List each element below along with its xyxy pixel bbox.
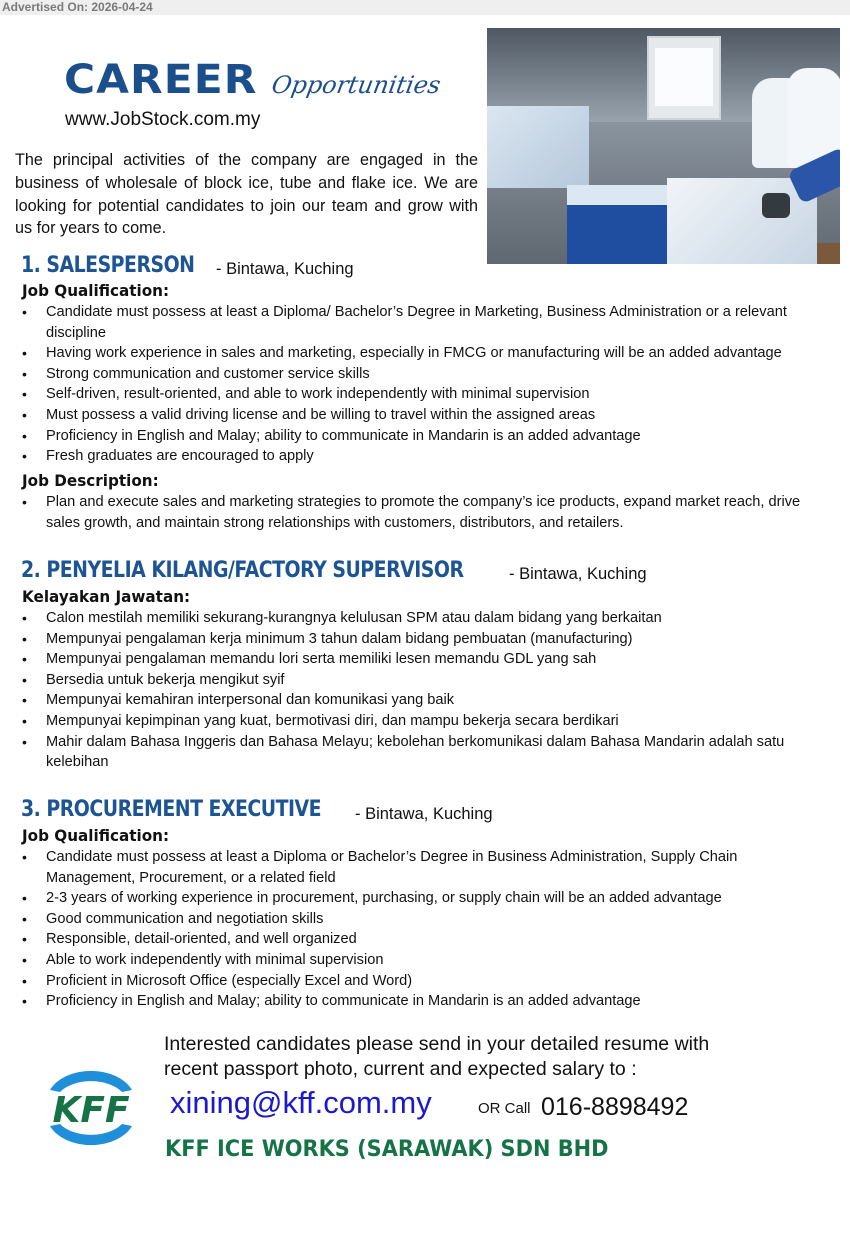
company-intro: The principal activities of the company are engaged in the business of wholesale of block ice, tube and flake ice. We are looking for potential candidates to join our team and grow with us for years to come. <box>15 151 478 238</box>
list-item: • Calon mestilah memiliki sekurang-kurangnya kelulusan SPM atau dalam bidang yang berkaitan <box>20 608 810 629</box>
list-item: • Mempunyai pengalaman memandu lori serta memiliki lesen memandu GDL yang sah <box>20 649 810 670</box>
job-title-factory-supervisor: 2. PENYELIA KILANG/FACTORY SUPERVISOR <box>21 558 464 583</box>
opportunities-script: Opportunities <box>269 71 443 99</box>
list-item: • Having work experience in sales and marketing, especially in FMCG or manufacturing will be an added advantage <box>20 343 845 364</box>
advertised-bar <box>0 0 850 15</box>
qualification-heading: Kelayakan Jawatan: <box>22 587 191 606</box>
list-item: • Mempunyai kepimpinan yang kuat, bermotivasi diri, dan mampu bekerja secara berdikari <box>20 711 810 732</box>
list-item: • Proficiency in English and Malay; ability to communicate in Mandarin is an added advantage <box>20 426 845 447</box>
list-item: • Responsible, detail-oriented, and well organized <box>20 929 810 950</box>
list-item: • Able to work independently with minimal supervision <box>20 950 810 971</box>
list-item: • Proficient in Microsoft Office (especially Excel and Word) <box>20 971 810 992</box>
list-item: • Bersedia untuk bekerja mengikut syif <box>20 670 810 691</box>
advertised-date: Advertised On: 2026-04-24 <box>2 0 153 14</box>
contact-email-link[interactable]: xining@kff.com.my <box>170 1085 432 1120</box>
qualification-list <box>20 608 810 773</box>
description-heading: Job Description: <box>22 471 159 490</box>
career-heading: CAREER <box>64 57 258 103</box>
cta-line-1: Interested candidates please send in your detailed resume with <box>164 1033 710 1055</box>
list-item: • Candidate must possess at least a Diploma or Bachelor’s Degree in Business Administration, Supply Chain Management, Procurement, or a related field <box>20 847 810 888</box>
list-item: • Fresh graduates are encouraged to apply <box>20 446 845 467</box>
qualification-heading: Job Qualification: <box>22 281 170 300</box>
list-item: • Good communication and negotiation skills <box>20 909 810 930</box>
website-link[interactable]: www.JobStock.com.my <box>65 109 261 130</box>
qualification-list <box>20 847 810 1012</box>
list-item: • Candidate must possess at least a Diploma/ Bachelor’s Degree in Marketing, Business Administration or a relevant discipline <box>20 302 845 343</box>
list-item: • Self-driven, result-oriented, and able to work independently with minimal supervision <box>20 384 845 405</box>
list-item: • Proficiency in English and Malay; ability to communicate in Mandarin is an added advantage <box>20 991 810 1012</box>
list-item: • Plan and execute sales and marketing strategies to promote the company’s ice products, expand market reach, drive sales growth, and maintain strong relationships with customers, distributors, and retailers. <box>20 492 825 533</box>
ice-factory-photo <box>487 28 840 264</box>
svg-text:KFF: KFF <box>52 1090 130 1131</box>
qualification-heading: Job Qualification: <box>22 826 170 845</box>
contact-phone[interactable]: 016-8898492 <box>541 1093 689 1121</box>
application-instructions <box>164 1032 764 1082</box>
kff-logo-icon <box>30 1060 152 1155</box>
job-location: - Bintawa, Kuching <box>216 260 354 278</box>
job-title-salesperson: 1. SALESPERSON <box>21 253 195 278</box>
qualification-list <box>20 302 845 467</box>
list-item: • Must possess a valid driving license and be willing to travel within the assigned areas <box>20 405 845 426</box>
company-name: KFF ICE WORKS (SARAWAK) SDN BHD <box>165 1137 609 1162</box>
list-item: • Strong communication and customer service skills <box>20 364 845 385</box>
cta-line-2: recent passport photo, current and expected salary to : <box>164 1058 637 1080</box>
job-title-procurement-executive: 3. PROCUREMENT EXECUTIVE <box>21 797 322 822</box>
list-item: • Mahir dalam Bahasa Inggeris dan Bahasa Melayu; kebolehan berkomunikasi dalam Bahasa Mandarin adalah satu kelebihan <box>20 732 810 773</box>
list-item: • Mempunyai pengalaman kerja minimum 3 tahun dalam bidang pembuatan (manufacturing) <box>20 629 810 650</box>
list-item: • Mempunyai kemahiran interpersonal dan komunikasi yang baik <box>20 690 810 711</box>
job-location: - Bintawa, Kuching <box>355 805 493 823</box>
job-location: - Bintawa, Kuching <box>509 565 647 583</box>
description-list <box>20 492 825 533</box>
list-item: • 2-3 years of working experience in procurement, purchasing, or supply chain will be an added advantage <box>20 888 810 909</box>
or-call-label: OR Call <box>478 1100 531 1117</box>
